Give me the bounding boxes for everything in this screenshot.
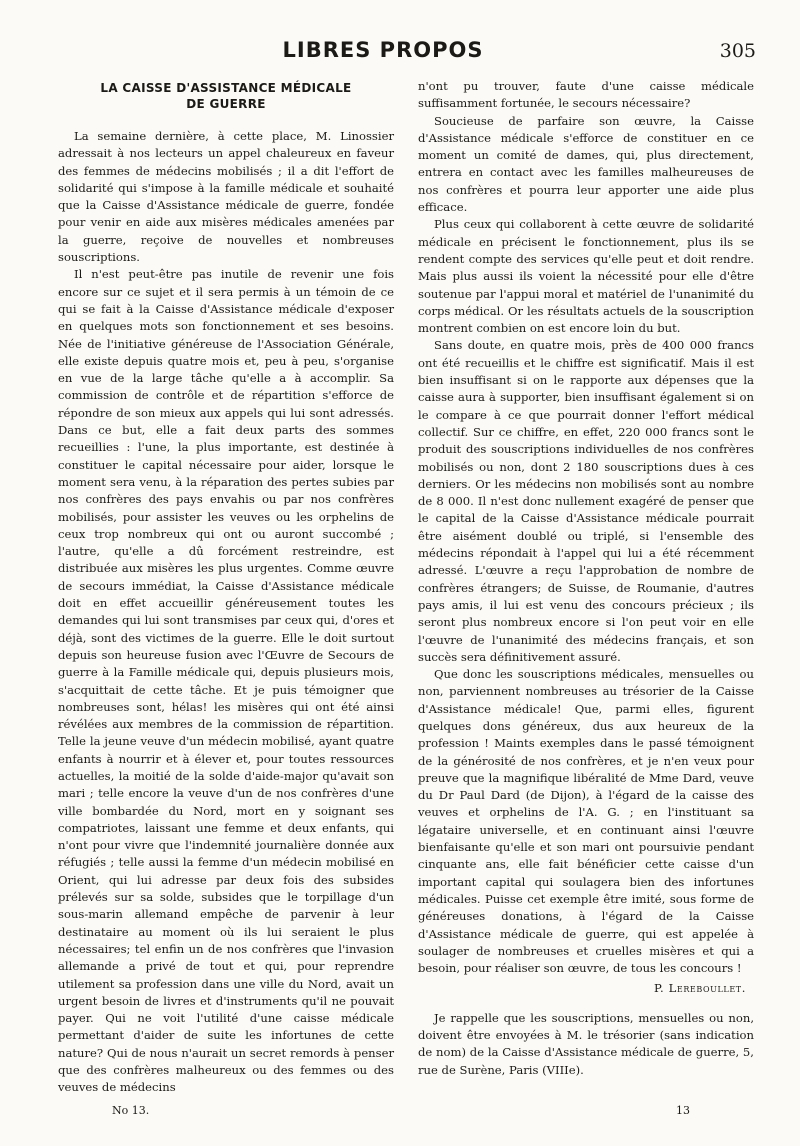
- paragraph: Soucieuse de parfaire son œuvre, la Caisse d'Assistance médicale s'efforce de constituer en ce moment un comité de dames, qui, plus directement, entrera en contact avec les familles malheureuses de nos confrères et pourra leur apporter une aide plus efficace.: [418, 113, 754, 215]
- article-title-line-1: LA CAISSE D'ASSISTANCE MÉDICALE: [100, 81, 352, 95]
- paragraph: La semaine dernière, à cette place, M. Linossier adressait à nos lecteurs un appel chaleureux en faveur des femmes de médecins mobilisés ; il a dit l'effort de solidarité qui s'impose à la famille médicale et souhaité que la Caisse d'Assistance médicale de guerre, fondée pour venir en aide aux misères médicales amenées par la guerre, reçoive de nouvelles et nombreuses souscriptions.: [58, 129, 394, 265]
- article-title-line-2: DE GUERRE: [186, 97, 266, 111]
- page-header: [56, 38, 756, 72]
- paragraph: Il n'est peut-être pas inutile de revenir une fois encore sur ce sujet et il sera permis à un témoin de ce qui se fait à la Caisse d'Assistance médicale d'exposer en quelques mots son fonctionnement et ses besoins. Née de l'initiative généreuse de l'Association Générale, elle existe depuis quatre mois et, peu à peu, s'organise en vue de la large tâche qu'elle a à accomplir. Sa commission de contrôle et de répartition s'efforce de répondre de son mieux aux appels qui lui sont adressés. Dans ce but, elle a fait deux parts des sommes recueillies : l'une, la plus importante, est destinée à constituer le capital nécessaire pour aider, lorsque le moment sera venu, à la réparation des pertes subies par nos confrères des pays envahis ou par nos confrères mobilisés, pour assister les veuves ou les orphelins de ceux trop nombreux qui ont ou auront succombé ; l'autre, qu'elle a dû forcément restreindre, est distribuée aux misères les plus urgentes. Comme œuvre de secours immédiat, la Caisse d'Assistance médicale doit en effet accueillir généreusement toutes les demandes qui lui sont transmises par ceux qui, d'ores et déjà, sont des victimes de la guerre. Elle le doit surtout depuis son heureuse fusion avec l'Œuvre de Secours de guerre à la Famille médicale qui, depuis plusieurs mois, s'acquittait de cette tâche. Et je puis témoigner que nombreuses sont, hélas! les misères qui ont été ainsi révélées aux membres de la commission de répartition. Telle la jeune veuve d'un médecin mobilisé, ayant quatre enfants à nourrir et à élever et, pour toutes ressources actuelles, la moitié de la solde d'aide-major qu'avait son mari ; telle encore la veuve d'un de nos confrères d'une ville bombardée du Nord, mort en y soignant ses compatriotes, laissant une femme et deux enfants, qui n'ont pour vivre que l'indemnité journalière donnée aux réfugiés ; telle aussi la femme d'un médecin mobilisé en Orient, qui lui adresse par deux fois des subsides prélevés sur sa solde, subsides que le torpillage d'un sous-marin allemand empêche de parvenir à leur destinataire au moment où ils lui seraient le plus nécessaires; tel enfin un de nos confrères que l'invasion allemande a privé de tout et qui, pour reprendre utilement sa profession dans une ville du Nord, avait un urgent besoin de livres et d'instruments qu'il ne pouvait payer. Qui ne voit l'utilité d'une caisse médicale permettant d'aider de suite les infortunes de cette nature? Qui de nous n'aurait un secret remords à penser que des confrères malheureux ou des femmes ou des veuves de médecins: [58, 267, 394, 1095]
- running-head: LIBRES PROPOS: [282, 38, 484, 62]
- right-column: [418, 78, 754, 1079]
- article-title: [58, 80, 394, 112]
- issue-number: No 13.: [112, 1104, 150, 1117]
- page-number: 305: [719, 40, 756, 62]
- paragraph: Plus ceux qui collaborent à cette œuvre de solidarité médicale en précisent le fonctionnement, plus ils se rendent compte des services qu'elle peut et doit rendre. Mais plus aussi ils voient la nécessité pour elle d'être soutenue par l'appui moral et matériel de l'unanimité du corps médical. Or les résultats actuels de la souscription montrent combien on est encore loin du but.: [418, 217, 754, 336]
- author-signature: P. Lereboullet.: [653, 981, 746, 996]
- closing-note: Je rappelle que les souscriptions, mensuelles ou non, doivent être envoyées à M. le trésorier (sans indication de nom) de la Caisse d'Assistance médicale de guerre, 5, rue de Surène, Paris (VIIIe).: [418, 1010, 754, 1077]
- paragraph: Sans doute, en quatre mois, près de 400 000 francs ont été recueillis et le chiffre est significatif. Mais il est bien insuffisant si on le rapporte aux dépenses que la caisse aura à supporter, bien insuffisant également si on le compare à ce que pourrait donner l'effort médical collectif. Sur ce chiffre, en effet, 220 000 francs sont le produit des souscriptions individuelles de nos confrères mobilisés ou non, dont 2 180 souscriptions dues à ces derniers. Or les médecins non mobilisés sont au nombre de 8 000. Il n'est donc nullement exagéré de penser que le capital de la Caisse d'Assistance médicale pourrait être aisément doublé ou triplé, si l'ensemble des médecins répondait à l'appel qui lui a été récemment adressé. L'œuvre a reçu l'approbation de nombre de confrères étrangers; de Suisse, de Roumanie, d'autres pays amis, il lui est venu des concours précieux ; ils seront plus nombreux encore si l'on peut voir en elle l'œuvre de l'unanimité des médecins français, et son succès sera définitivement assuré.: [418, 338, 754, 664]
- paragraph: n'ont pu trouver, faute d'une caisse médicale suffisamment fortunée, le secours nécessaire?: [418, 79, 754, 111]
- paragraph: Que donc les souscriptions médicales, mensuelles ou non, parviennent nombreuses au trésorier de la Caisse d'Assistance médicale! Que, parmi elles, figurent quelques dons généreux, dus aux heureux de la profession ! Maints exemples dans le passé témoignent de la générosité de nos confrères, et je n'en veux pour preuve que la magnifique libéralité de Mme Dard, veuve du Dr Paul Dard (de Dijon), à l'égard de la caisse des veuves et orphelins de l'A. G. ; en l'instituant sa légataire universelle, et en continuant ainsi l'œuvre bienfaisante qu'elle et son mari ont poursuivie pendant cinquante ans, elle fait bénéficier cette caisse d'un important capital qui soulagera bien des infortunes médicales. Puisse cet exemple être imité, sous forme de généreuses donations, à l'égard de la Caisse d'Assistance médicale de guerre, qui est appelée à soulager de nombreuses et cruelles misères et qui a besoin, pour réaliser son œuvre, de tous les concours !: [418, 667, 754, 976]
- signature-mark: 13: [676, 1104, 690, 1117]
- left-column: [58, 78, 394, 1097]
